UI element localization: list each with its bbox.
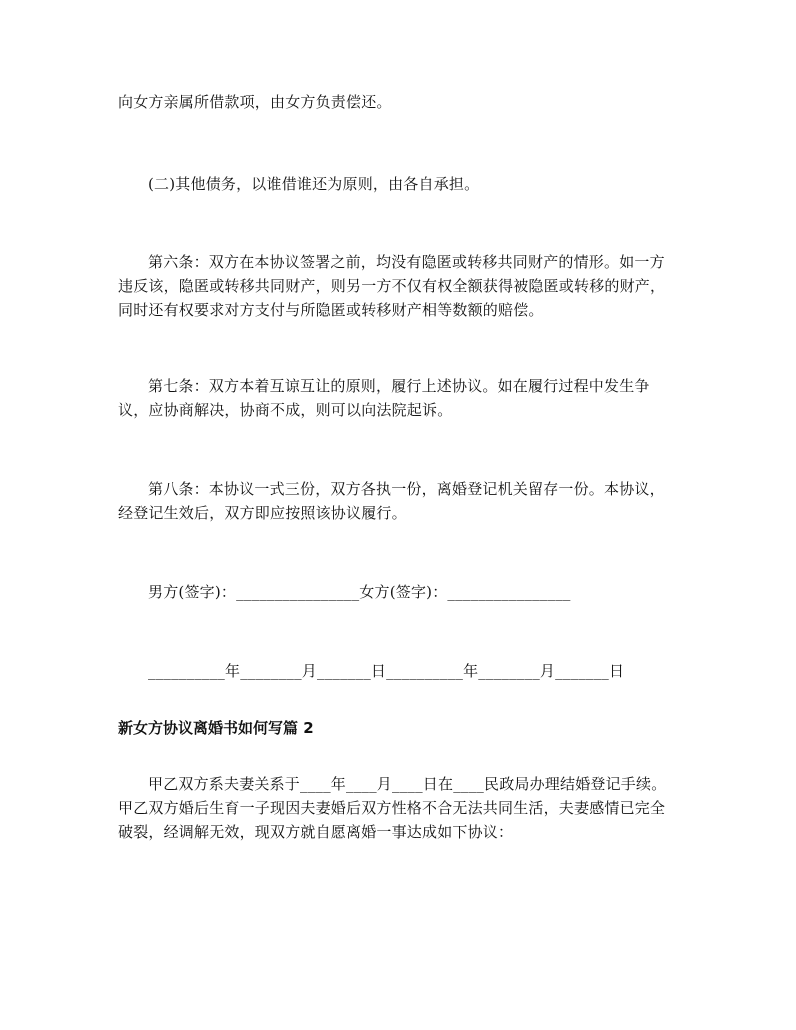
- text-line: 同时还有权要求对方支付与所隐匿或转移财产相等数额的赔偿。: [118, 301, 544, 319]
- paragraph-article-6: [118, 250, 693, 322]
- text-line: 男方(签字)：________________女方(签字)：________________: [148, 583, 571, 601]
- text-line: 经登记生效后，双方即应按照该协议履行。: [118, 504, 407, 522]
- paragraph-agreement-intro: [118, 772, 693, 844]
- paragraph-other-debts: [118, 172, 693, 196]
- text-line: (二)其他债务，以谁借谁还为原则，由各自承担。: [148, 175, 480, 193]
- text-line: 甲乙双方婚后生育一子现因夫妻婚后双方性格不合无法共同生活，夫妻感情已完全: [118, 799, 666, 817]
- paragraph-article-8: [118, 477, 693, 525]
- text-line: 甲乙双方系夫妻关系于____年____月____日在____民政局办理结婚登记手续。: [148, 775, 667, 793]
- section-heading: 新女方协议离婚书如何写篇 2: [118, 719, 314, 737]
- text-line: 第八条：本协议一式三份，双方各执一份，离婚登记机关留存一份。本协议，: [148, 480, 665, 498]
- paragraph-article-7: [118, 374, 693, 422]
- text-line: 违反该，隐匿或转移共同财产，则另一方不仅有权全额获得被隐匿或转移的财产，: [118, 277, 666, 295]
- text-line: __________年________月_______日__________年________月_______日: [148, 662, 625, 680]
- text-line: 破裂，经调解无效，现双方就自愿离婚一事达成如下协议：: [118, 823, 514, 841]
- date-line: [118, 659, 693, 683]
- text-line: 第七条：双方本着互谅互让的原则，履行上述协议。如在履行过程中发生争: [148, 377, 650, 395]
- text-line: 第六条：双方在本协议签署之前，均没有隐匿或转移共同财产的情形。如一方: [148, 253, 665, 271]
- paragraph-debt-repayment: [118, 90, 693, 114]
- signature-line: [118, 580, 693, 604]
- text-line: 议，应协商解决，协商不成，则可以向法院起诉。: [118, 401, 453, 419]
- text-line: 向女方亲属所借款项，由女方负责偿还。: [118, 93, 392, 111]
